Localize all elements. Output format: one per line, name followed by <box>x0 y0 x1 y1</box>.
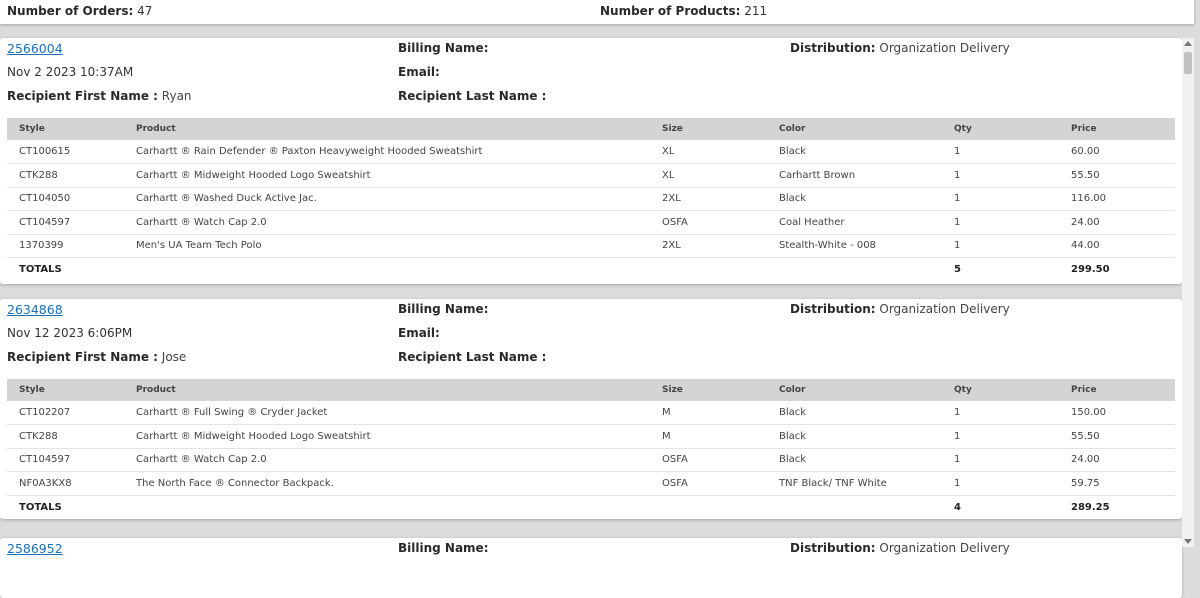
col-color: Color <box>767 379 942 401</box>
billing-name-label: Billing Name: <box>398 302 489 316</box>
cell-style: CT104597 <box>7 448 124 472</box>
email-label: Email: <box>398 326 440 340</box>
col-size: Size <box>650 379 767 401</box>
table-header-row <box>7 118 1175 140</box>
cell-color: Coal Heather <box>767 211 942 235</box>
scroll-down-arrow-icon[interactable] <box>1184 539 1192 544</box>
cell-size: XL <box>650 164 767 188</box>
cell-product: Carhartt ® Midweight Hooded Logo Sweatshirt <box>124 425 650 449</box>
cell-style: CT102207 <box>7 401 124 425</box>
cell-product: Carhartt ® Midweight Hooded Logo Sweatshirt <box>124 164 650 188</box>
cell-size: M <box>650 425 767 449</box>
cell-qty: 1 <box>942 164 1059 188</box>
cell-price: 44.00 <box>1059 234 1175 258</box>
cell-color: Carhartt Brown <box>767 164 942 188</box>
cell-product: Carhartt ® Rain Defender ® Paxton Heavyweight Hooded Sweatshirt <box>124 140 650 164</box>
col-price: Price <box>1059 379 1175 401</box>
total-qty: 4 <box>954 501 961 513</box>
table-row <box>7 234 1175 258</box>
cell-style: CT104050 <box>7 187 124 211</box>
recipient-first-name: Recipient First Name : Jose <box>7 350 187 364</box>
cell-qty: 1 <box>942 401 1059 425</box>
order-number-link[interactable]: 2586952 <box>7 541 63 556</box>
cell-color: Black <box>767 187 942 211</box>
order-items-table <box>7 118 1175 282</box>
total-price: 289.25 <box>1071 501 1110 513</box>
cell-qty: 1 <box>942 211 1059 235</box>
table-row <box>7 448 1175 472</box>
cell-size: 2XL <box>650 234 767 258</box>
totals-label: TOTALS <box>19 501 62 513</box>
recipient-last-name-label: Recipient Last Name : <box>398 350 547 364</box>
cell-qty: 1 <box>942 448 1059 472</box>
vertical-scrollbar[interactable] <box>1182 38 1194 547</box>
cell-color: Black <box>767 448 942 472</box>
cell-product: Carhartt ® Watch Cap 2.0 <box>124 448 650 472</box>
cell-color: TNF Black/ TNF White <box>767 472 942 496</box>
recipient-first-name: Recipient First Name : Ryan <box>7 89 192 103</box>
col-size: Size <box>650 118 767 140</box>
col-qty: Qty <box>942 379 1059 401</box>
table-row <box>7 211 1175 235</box>
col-color: Color <box>767 118 942 140</box>
distribution-field: Distribution: Organization Delivery <box>790 41 1010 55</box>
cell-product: Carhartt ® Full Swing ® Cryder Jacket <box>124 401 650 425</box>
cell-style: 1370399 <box>7 234 124 258</box>
cell-size: 2XL <box>650 187 767 211</box>
summary-bar <box>0 0 1194 24</box>
cell-size: OSFA <box>650 472 767 496</box>
cell-color: Black <box>767 401 942 425</box>
col-price: Price <box>1059 118 1175 140</box>
cell-style: CT104597 <box>7 211 124 235</box>
cell-qty: 1 <box>942 472 1059 496</box>
cell-price: 60.00 <box>1059 140 1175 164</box>
email-label: Email: <box>398 65 440 79</box>
scroll-up-arrow-icon[interactable] <box>1184 41 1192 46</box>
cell-qty: 1 <box>942 425 1059 449</box>
cell-style: CT100615 <box>7 140 124 164</box>
cell-color: Stealth-White - 008 <box>767 234 942 258</box>
table-row <box>7 164 1175 188</box>
cell-style: NF0A3KX8 <box>7 472 124 496</box>
cell-price: 55.50 <box>1059 164 1175 188</box>
orders-list[interactable] <box>0 38 1182 556</box>
table-row <box>7 140 1175 164</box>
cell-product: Carhartt ® Watch Cap 2.0 <box>124 211 650 235</box>
cell-color: Black <box>767 140 942 164</box>
cell-qty: 1 <box>942 187 1059 211</box>
col-product: Product <box>124 379 650 401</box>
order-card <box>0 538 1182 598</box>
totals-row <box>7 495 1175 519</box>
col-qty: Qty <box>942 118 1059 140</box>
order-card <box>0 38 1182 284</box>
order-items-table <box>7 379 1175 519</box>
table-row <box>7 401 1175 425</box>
total-price: 299.50 <box>1071 264 1110 276</box>
cell-price: 150.00 <box>1059 401 1175 425</box>
totals-label: TOTALS <box>19 264 62 276</box>
cell-product: Carhartt ® Washed Duck Active Jac. <box>124 187 650 211</box>
cell-price: 55.50 <box>1059 425 1175 449</box>
billing-name-label: Billing Name: <box>398 41 489 55</box>
cell-size: M <box>650 401 767 425</box>
table-row <box>7 425 1175 449</box>
table-row <box>7 187 1175 211</box>
table-row <box>7 472 1175 496</box>
cell-size: OSFA <box>650 448 767 472</box>
billing-name-label: Billing Name: <box>398 541 489 555</box>
table-header-row <box>7 379 1175 401</box>
cell-style: CTK288 <box>7 425 124 449</box>
cell-size: OSFA <box>650 211 767 235</box>
products-count: Number of Products: 211 <box>600 4 768 18</box>
order-datetime: Nov 2 2023 10:37AM <box>7 65 134 79</box>
col-style: Style <box>7 118 124 140</box>
cell-color: Black <box>767 425 942 449</box>
cell-price: 59.75 <box>1059 472 1175 496</box>
cell-product: Men's UA Team Tech Polo <box>124 234 650 258</box>
order-number-link[interactable]: 2566004 <box>7 41 63 56</box>
cell-price: 24.00 <box>1059 211 1175 235</box>
cell-price: 24.00 <box>1059 448 1175 472</box>
order-card <box>0 299 1182 519</box>
cell-size: XL <box>650 140 767 164</box>
total-qty: 5 <box>954 264 961 276</box>
cell-style: CTK288 <box>7 164 124 188</box>
recipient-last-name-label: Recipient Last Name : <box>398 89 547 103</box>
scrollbar-thumb[interactable] <box>1184 52 1192 74</box>
distribution-field: Distribution: Organization Delivery <box>790 541 1010 555</box>
cell-product: The North Face ® Connector Backpack. <box>124 472 650 496</box>
order-number-link[interactable]: 2634868 <box>7 302 63 317</box>
col-style: Style <box>7 379 124 401</box>
totals-row <box>7 258 1175 282</box>
orders-count: Number of Orders: 47 <box>7 4 153 18</box>
col-product: Product <box>124 118 650 140</box>
distribution-field: Distribution: Organization Delivery <box>790 302 1010 316</box>
cell-qty: 1 <box>942 234 1059 258</box>
order-datetime: Nov 12 2023 6:06PM <box>7 326 133 340</box>
cell-price: 116.00 <box>1059 187 1175 211</box>
cell-qty: 1 <box>942 140 1059 164</box>
